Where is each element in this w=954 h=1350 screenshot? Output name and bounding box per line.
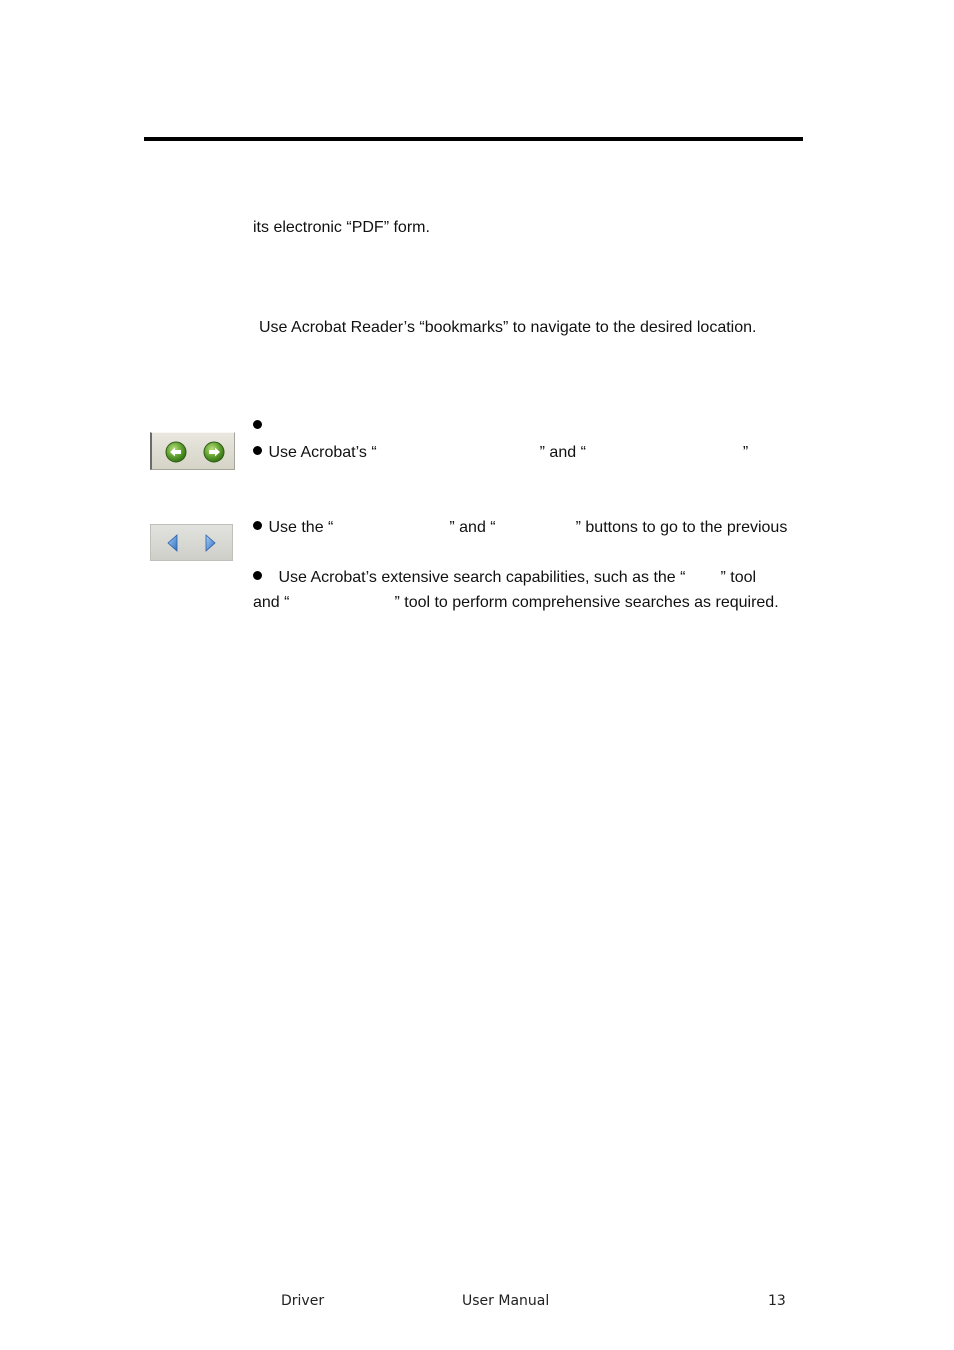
blue-page-toolbar [150,524,233,561]
blue-next-triangle-icon[interactable] [202,533,218,553]
bullet-text: Use the “ [268,519,334,536]
paragraph-bookmarks: Use Acrobat Reader’s “bookmarks” to navigate to the desired location. [259,319,757,336]
bullet-item-search: Use Acrobat’s extensive search capabilities, such as the “ ” tool [253,568,756,588]
footer-left: Driver [281,1293,325,1309]
green-back-arrow-icon[interactable] [165,441,187,463]
header-rule [144,137,803,141]
bullet-item-search-continued: and “ ” tool to perform comprehensive searches as required. [253,594,779,611]
green-forward-arrow-icon[interactable] [203,441,225,463]
bullet-icon [253,420,262,429]
bullet-icon [253,521,262,530]
bullet-item-empty [253,417,262,437]
bullet-text: Use Acrobat’s “ [268,444,377,461]
bullet-icon [253,446,262,455]
paragraph-pdf-form: its electronic “PDF” form. [253,219,430,236]
bullet-item-previous-next-view: Use Acrobat’s “ ” and “ ” [253,443,748,463]
blue-previous-triangle-icon[interactable] [165,533,181,553]
footer-center: User Manual [462,1293,550,1309]
page-number: 13 [768,1293,786,1309]
bullet-text: Use Acrobat’s extensive search capabilities, such as the “ [278,569,686,586]
bullet-icon [253,571,262,580]
green-nav-toolbar [150,432,235,470]
bullet-item-previous-next-page: Use the “ ” and “ ” buttons to go to the previous [253,518,787,538]
